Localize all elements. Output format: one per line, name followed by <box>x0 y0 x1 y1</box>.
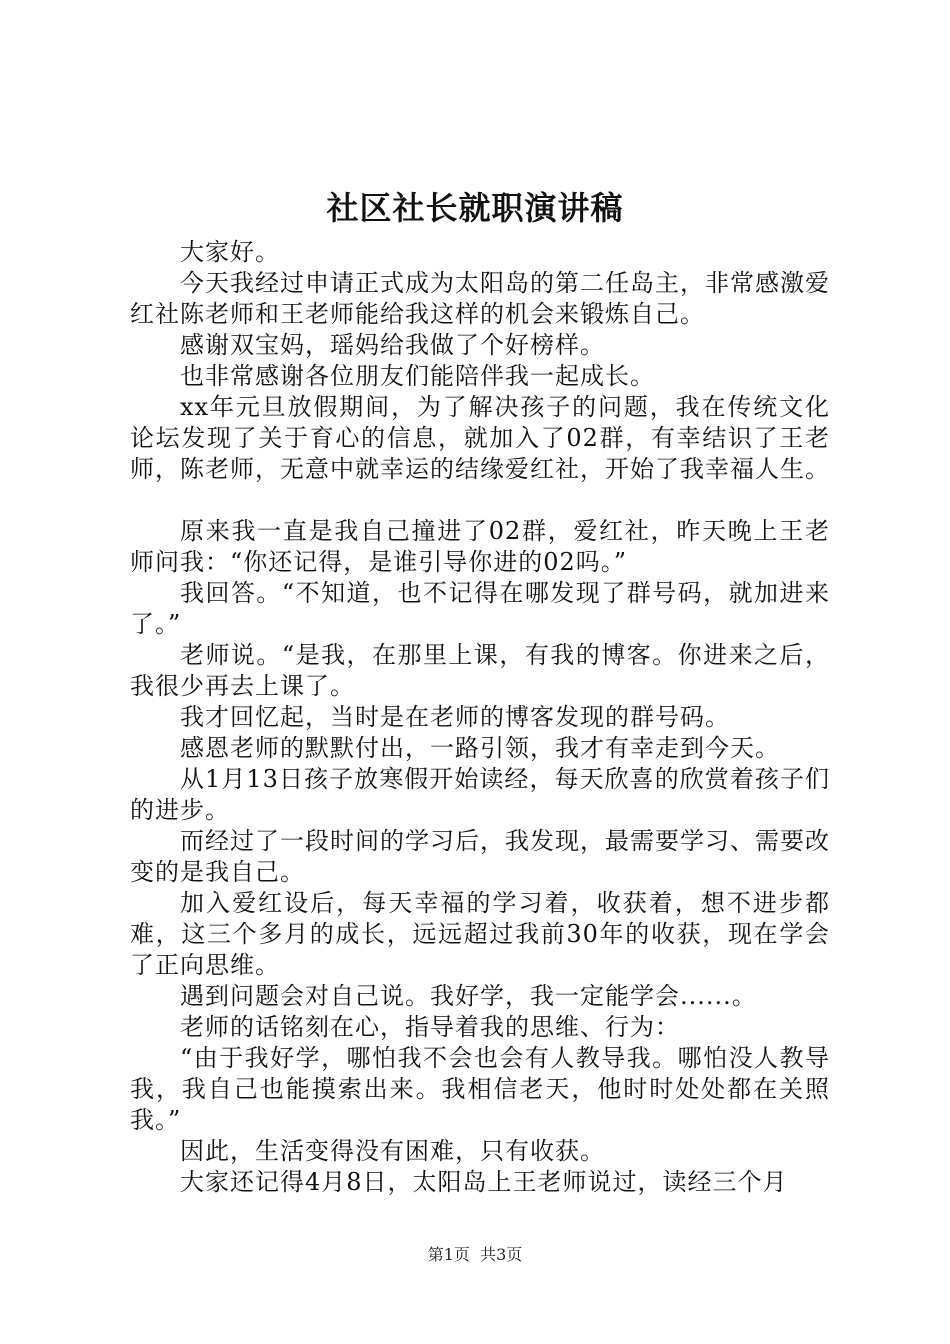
paragraph: 感恩老师的默默付出，一路引领，我才有幸走到今天。 <box>180 734 780 762</box>
document-title: 社区社长就职演讲稿 <box>326 189 624 227</box>
paragraph: 因此，生活变得没有困难，只有收获。 <box>180 1137 605 1165</box>
page-number: 第1页 <box>427 1245 470 1264</box>
paragraph: 我回答。“不知道，也不记得在哪发现了群号码，就加进来了。” <box>130 579 830 638</box>
page-footer <box>0 1244 950 1266</box>
paragraph: 遇到问题会对自己说。我好学，我一定能学会......。 <box>180 982 757 1010</box>
paragraph: 老师的话铭刻在心，指导着我的思维、行为： <box>180 1013 680 1041</box>
paragraph: 从1月13日孩子放寒假开始读经，每天欣喜的欣赏着孩子们的进步。 <box>130 765 830 824</box>
paragraph: 大家好。 <box>180 238 280 266</box>
paragraph: 大家还记得4月8日，太阳岛上王老师说过，读经三个月 <box>180 1168 788 1196</box>
paragraph: 而经过了一段时间的学习后，我发现，最需要学习、需要改变的是我自己。 <box>130 827 830 886</box>
page-total: 共3页 <box>480 1245 523 1264</box>
paragraph: 也非常感谢各位朋友们能陪伴我一起成长。 <box>180 362 655 390</box>
paragraph: “由于我好学，哪怕我不会也会有人教导我。哪怕没人教导我，我自己也能摸索出来。我相信老天，他时时处处都在关照我。” <box>130 1044 830 1134</box>
document-body <box>130 237 830 1198</box>
paragraph: 老师说。“是我，在那里上课，有我的博客。你进来之后，我很少再去上课了。 <box>130 641 830 700</box>
paragraph: 我才回忆起，当时是在老师的博客发现的群号码。 <box>180 703 730 731</box>
paragraph: xx年元旦放假期间，为了解决孩子的问题，我在传统文化论坛发现了关于育心的信息，就加入了02群，有幸结识了王老师，陈老师，无意中就幸运的结缘爱红社，开始了我幸福人生。 <box>130 393 830 483</box>
paragraph: 加入爱红设后，每天幸福的学习着，收获着，想不进步都难，这三个多月的成长，远远超过我前30年的收获，现在学会了正向思维。 <box>130 889 830 979</box>
footer-spacer <box>470 1245 480 1264</box>
paragraph: 感谢双宝妈，瑶妈给我做了个好榜样。 <box>180 331 605 359</box>
paragraph: 原来我一直是我自己撞进了02群，爱红社，昨天晚上王老师问我：“你还记得，是谁引导你进的02吗。” <box>130 517 830 576</box>
paragraph: 今天我经过申请正式成为太阳岛的第二任岛主，非常感激爱红社陈老师和王老师能给我这样的机会来锻炼自己。 <box>130 269 830 328</box>
